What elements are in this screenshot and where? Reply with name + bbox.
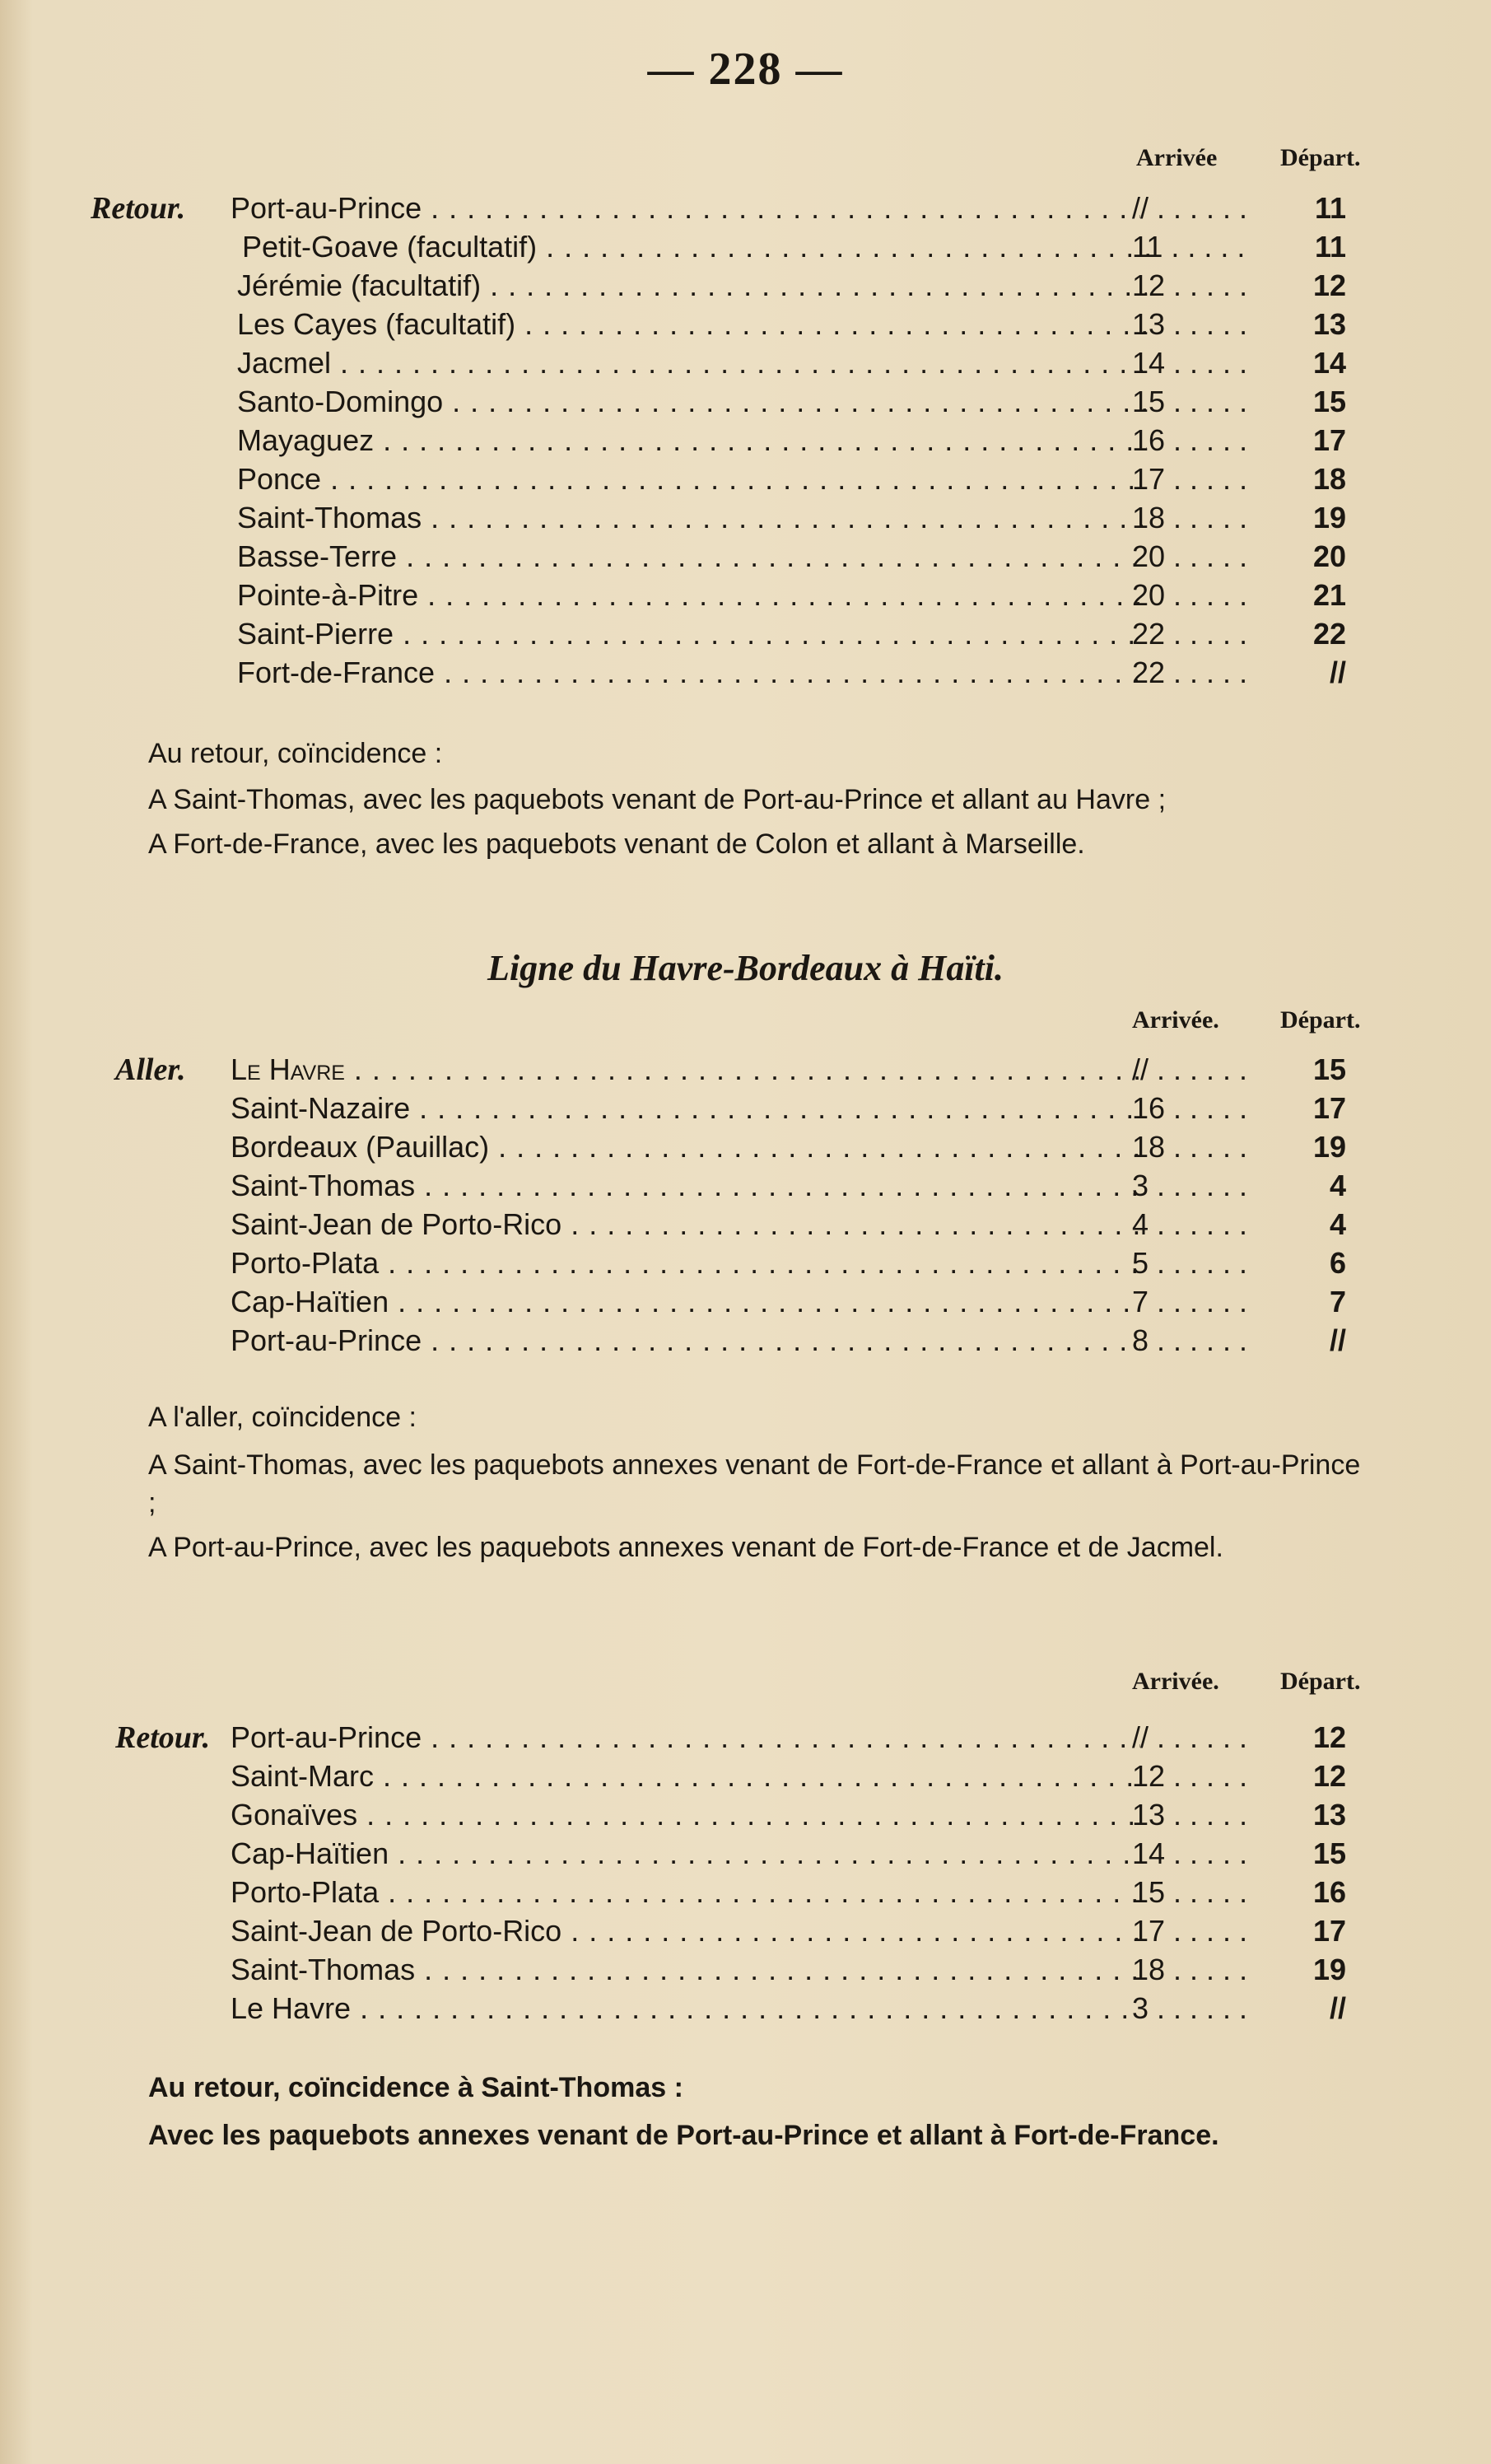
- table-row: [148, 383, 1375, 421]
- row-arrival: 12 . . .: [1132, 267, 1256, 305]
- row-place: Port-au-Prince . . .: [231, 189, 1140, 227]
- row-place: Cap-Haïtien . . .: [231, 1283, 1140, 1321]
- row-place: Ponce . . .: [237, 460, 1147, 498]
- row-place: Port-au-Prince . . .: [231, 1719, 1140, 1757]
- table-row: [148, 1128, 1375, 1166]
- section-title: Ligne du Havre-Bordeaux à Haïti.: [487, 948, 1004, 988]
- table-row: [148, 422, 1375, 460]
- row-arrival: 18 . . .: [1132, 1951, 1256, 1989]
- row-place: Basse-Terre . . .: [237, 538, 1147, 576]
- row-departure: 19: [1312, 1130, 1346, 1164]
- coincidence-heading: Au retour, coïncidence à Saint-Thomas :: [148, 2072, 683, 2103]
- row-arrival: 15 . . .: [1132, 383, 1256, 421]
- row-arrival: 8 . . .: [1132, 1322, 1256, 1360]
- row-arrival: 11 . . .: [1132, 228, 1256, 266]
- row-place: Saint-Marc . . .: [231, 1757, 1140, 1795]
- row-departure: 15: [1312, 1052, 1346, 1086]
- table-row: [148, 460, 1375, 498]
- table-row: [148, 1206, 1375, 1244]
- table-row: [148, 1090, 1375, 1127]
- row-departure: //: [1329, 656, 1346, 689]
- row-arrival: 5 . . .: [1132, 1244, 1256, 1282]
- table-row: [148, 1990, 1375, 2028]
- coincidence-note: A Fort-de-France, avec les paquebots venant de Colon et allant à Marseille.: [148, 828, 1085, 860]
- row-departure: //: [1329, 1323, 1346, 1357]
- row-arrival: 20 . . .: [1132, 538, 1256, 576]
- table-row: [148, 228, 1375, 266]
- table-row: [148, 1757, 1375, 1795]
- row-departure: 21: [1312, 578, 1346, 612]
- row-departure: 11: [1314, 191, 1346, 225]
- col-header-arrivee: Arrivée: [1136, 144, 1218, 171]
- row-place: Santo-Domingo . . .: [237, 383, 1147, 421]
- row-arrival: 20 . . .: [1132, 576, 1256, 614]
- row-departure: 4: [1329, 1169, 1346, 1202]
- row-place: Les Cayes (facultatif) . . .: [237, 306, 1147, 343]
- table-row: [148, 1835, 1375, 1873]
- row-arrival: 4 . . .: [1132, 1206, 1256, 1244]
- table-row: [148, 1167, 1375, 1205]
- row-place: Gonaïves . . .: [231, 1796, 1140, 1834]
- table-row: [148, 654, 1375, 692]
- row-arrival: 22 . . .: [1132, 654, 1256, 692]
- row-place: Cap-Haïtien . . .: [231, 1835, 1140, 1873]
- row-place: Mayaguez . . .: [237, 422, 1147, 460]
- row-departure: 4: [1329, 1207, 1346, 1241]
- col-header-depart: Départ.: [1280, 1006, 1361, 1034]
- row-departure: 19: [1312, 1953, 1346, 1986]
- row-departure: 11: [1314, 230, 1346, 264]
- table-row: [148, 306, 1375, 343]
- row-arrival: 7 . . .: [1132, 1283, 1256, 1321]
- row-place: Bordeaux (Pauillac) . . .: [231, 1128, 1140, 1166]
- col-header-arrivee: Arrivée.: [1132, 1668, 1219, 1695]
- table-row: [148, 1322, 1375, 1360]
- row-place: Petit-Goave (facultatif) . . .: [242, 228, 1152, 266]
- table-row: [148, 344, 1375, 382]
- table-row: [148, 499, 1375, 537]
- row-place: Saint-Thomas . . .: [231, 1951, 1140, 1989]
- row-lead-label: Retour.: [91, 191, 186, 226]
- row-departure: 7: [1329, 1285, 1346, 1318]
- col-header-depart: Départ.: [1280, 1668, 1361, 1695]
- row-arrival: 3 . . .: [1132, 1167, 1256, 1205]
- table-row: [148, 1796, 1375, 1834]
- row-arrival: 12 . . .: [1132, 1757, 1256, 1795]
- row-arrival: 3 . . .: [1132, 1990, 1256, 2028]
- row-arrival: 15 . . .: [1132, 1874, 1256, 1911]
- table-row: [148, 1874, 1375, 1911]
- row-departure: 20: [1312, 539, 1346, 573]
- row-arrival: // . . .: [1132, 189, 1256, 227]
- row-arrival: 13 . . .: [1132, 1796, 1256, 1834]
- row-departure: 12: [1312, 1759, 1346, 1793]
- row-place: Le Havre . . .: [231, 1990, 1140, 2028]
- row-arrival: 16 . . .: [1132, 1090, 1256, 1127]
- row-departure: 18: [1312, 462, 1346, 496]
- row-place: Fort-de-France . . .: [237, 654, 1147, 692]
- row-departure: 17: [1312, 423, 1346, 457]
- table-row: [115, 1051, 1375, 1089]
- row-departure: 19: [1312, 501, 1346, 534]
- table-row: [91, 189, 1375, 227]
- row-place: Saint-Nazaire . . .: [231, 1090, 1140, 1127]
- col-header-arrivee: Arrivée.: [1132, 1006, 1219, 1034]
- row-lead-label: Retour.: [115, 1720, 211, 1755]
- coincidence-note: Avec les paquebots annexes venant de Port-au-Prince et allant à Fort-de-France.: [148, 2120, 1219, 2151]
- row-departure: 17: [1312, 1914, 1346, 1948]
- table-row: [148, 1912, 1375, 1950]
- row-arrival: 13 . . .: [1132, 306, 1256, 343]
- row-place: Le Havre . . .: [231, 1051, 1140, 1089]
- row-place: Porto-Plata . . .: [231, 1874, 1140, 1911]
- row-place: Saint-Jean de Porto-Rico . . .: [231, 1206, 1140, 1244]
- row-place: Saint-Pierre . . .: [237, 615, 1147, 653]
- row-arrival: 16 . . .: [1132, 422, 1256, 460]
- col-header-depart: Départ.: [1280, 144, 1361, 171]
- row-place: Saint-Thomas . . .: [237, 499, 1147, 537]
- table-row: [148, 538, 1375, 576]
- row-place: Porto-Plata . . .: [231, 1244, 1140, 1282]
- table-row: [148, 1244, 1375, 1282]
- page-number: — 228 —: [647, 44, 844, 95]
- row-departure: 17: [1312, 1091, 1346, 1125]
- coincidence-note: A Saint-Thomas, avec les paquebots venant de Port-au-Prince et allant au Havre ;: [148, 784, 1167, 815]
- table-row: [148, 576, 1375, 614]
- row-arrival: 14 . . .: [1132, 344, 1256, 382]
- coincidence-note: A Port-au-Prince, avec les paquebots annexes venant de Fort-de-France et de Jacmel.: [148, 1532, 1223, 1563]
- row-departure: 14: [1312, 346, 1346, 380]
- row-departure: 12: [1312, 1720, 1346, 1754]
- row-place: Jacmel . . .: [237, 344, 1147, 382]
- row-departure: 12: [1312, 268, 1346, 302]
- row-place: Saint-Jean de Porto-Rico . . .: [231, 1912, 1140, 1950]
- row-arrival: // . . .: [1132, 1051, 1256, 1089]
- row-arrival: 17 . . .: [1132, 460, 1256, 498]
- row-departure: 13: [1312, 1798, 1346, 1832]
- coincidence-heading: Au retour, coïncidence :: [148, 738, 443, 769]
- table-row: [148, 267, 1375, 305]
- row-arrival: 14 . . .: [1132, 1835, 1256, 1873]
- row-arrival: 18 . . .: [1132, 1128, 1256, 1166]
- table-row: [148, 1951, 1375, 1989]
- row-departure: 15: [1312, 385, 1346, 418]
- row-departure: 16: [1312, 1875, 1346, 1909]
- row-arrival: 17 . . .: [1132, 1912, 1256, 1950]
- row-departure: 13: [1312, 307, 1346, 341]
- row-arrival: // . . .: [1132, 1719, 1256, 1757]
- row-place: Pointe-à-Pitre . . .: [237, 576, 1147, 614]
- row-place: Port-au-Prince . . .: [231, 1322, 1140, 1360]
- row-departure: 6: [1329, 1246, 1346, 1280]
- row-arrival: 18 . . .: [1132, 499, 1256, 537]
- row-place: Saint-Thomas . . .: [231, 1167, 1140, 1205]
- table-row: [115, 1719, 1375, 1757]
- table-row: [148, 1283, 1375, 1321]
- row-departure: 15: [1312, 1836, 1346, 1870]
- table-row: [148, 615, 1375, 653]
- row-departure: //: [1329, 1991, 1346, 2025]
- row-lead-label: Aller.: [115, 1052, 186, 1087]
- coincidence-note: A Saint-Thomas, avec les paquebots annexes venant de Fort-de-France et allant à Port-au-Prince ;: [148, 1449, 1361, 1519]
- coincidence-heading: A l'aller, coïncidence :: [148, 1402, 417, 1433]
- row-place: Jérémie (facultatif) . . .: [237, 267, 1147, 305]
- row-departure: 22: [1312, 617, 1346, 651]
- row-arrival: 22 . . .: [1132, 615, 1256, 653]
